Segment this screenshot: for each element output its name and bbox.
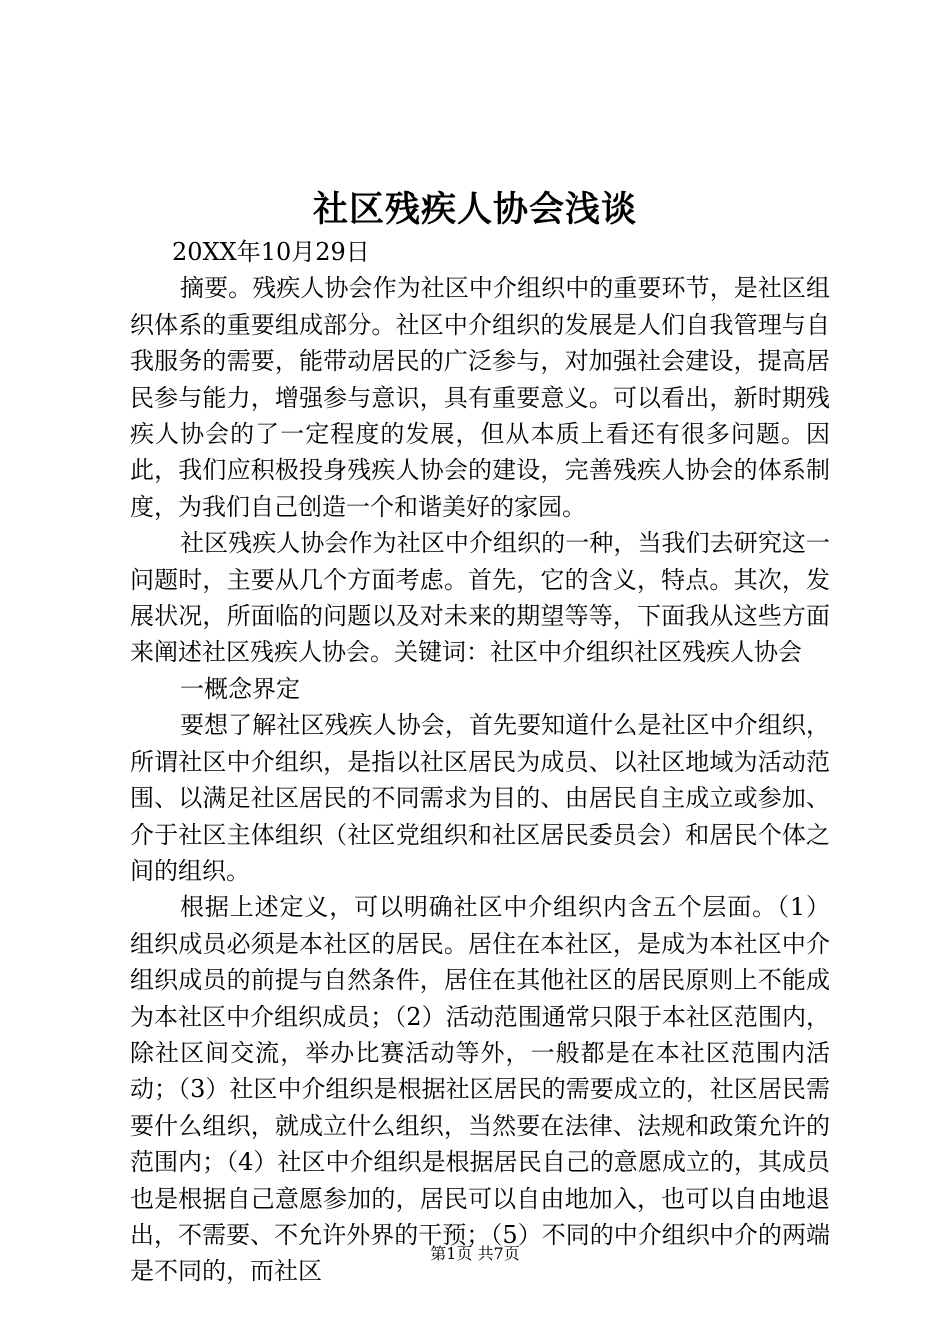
paragraph-intro: 社区残疾人协会作为社区中介组织的一种，当我们去研究这一问题时，主要从几个方面考虑。首先，它的含义，特点。其次，发展状况，所面临的问题以及对未来的期望等等，下面我从这些方面来阐述社区残疾人协会。关键词：社区中介组织社区残疾人协会	[130, 529, 830, 667]
paragraph-abstract: 摘要。残疾人协会作为社区中介组织中的重要环节，是社区组织体系的重要组成部分。社区中介组织的发展是人们自我管理与自我服务的需要，能带动居民的广泛参与，对加强社会建设，提高居民参与能力，增强参与意识，具有重要意义。可以看出，新时期残疾人协会的了一定程度的发展，但从本质上看还有很多问题。因此，我们应积极投身残疾人协会的建设，完善残疾人协会的体系制度，为我们自己创造一个和谐美好的家园。	[130, 274, 830, 521]
document-body	[130, 234, 830, 1290]
paragraph-definition: 要想了解社区残疾人协会，首先要知道什么是社区中介组织，所谓社区中介组织，是指以社区居民为成员、以社区地域为活动范围、以满足社区居民的不同需求为目的、由居民自主成立或参加、介于社区主体组织（社区党组织和社区居民委员会）和居民个体之间的组织。	[130, 711, 830, 885]
document-date: 20XX年10月29日	[172, 238, 370, 266]
paragraph-five-levels: 根据上述定义，可以明确社区中介组织内含五个层面。（1）组织成员必须是本社区的居民。居住在本社区，是成为本社区中介组织成员的前提与自然条件，居住在其他社区的居民原则上不能成为本社区中介组织成员；（2）活动范围通常只限于本社区范围内，除社区间交流，举办比赛活动等外，一般都是在本社区范围内活动；（3）社区中介组织是根据社区居民的需要成立的，社区居民需要什么组织，就成立什么组织，当然要在法律、法规和政策允许的范围内；（4）社区中介组织是根据居民自己的意愿成立的，其成员也是根据自己意愿参加的，居民可以自由地加入，也可以自由地退出，不需要、不允许外界的干预；（5）不同的中介组织中介的两端是不同的，而社区	[130, 893, 830, 1286]
section-heading-concept: 一概念界定	[180, 674, 300, 703]
document-title: 社区残疾人协会浅谈	[312, 189, 637, 230]
page-indicator: 第1页 共7页	[430, 1244, 520, 1263]
